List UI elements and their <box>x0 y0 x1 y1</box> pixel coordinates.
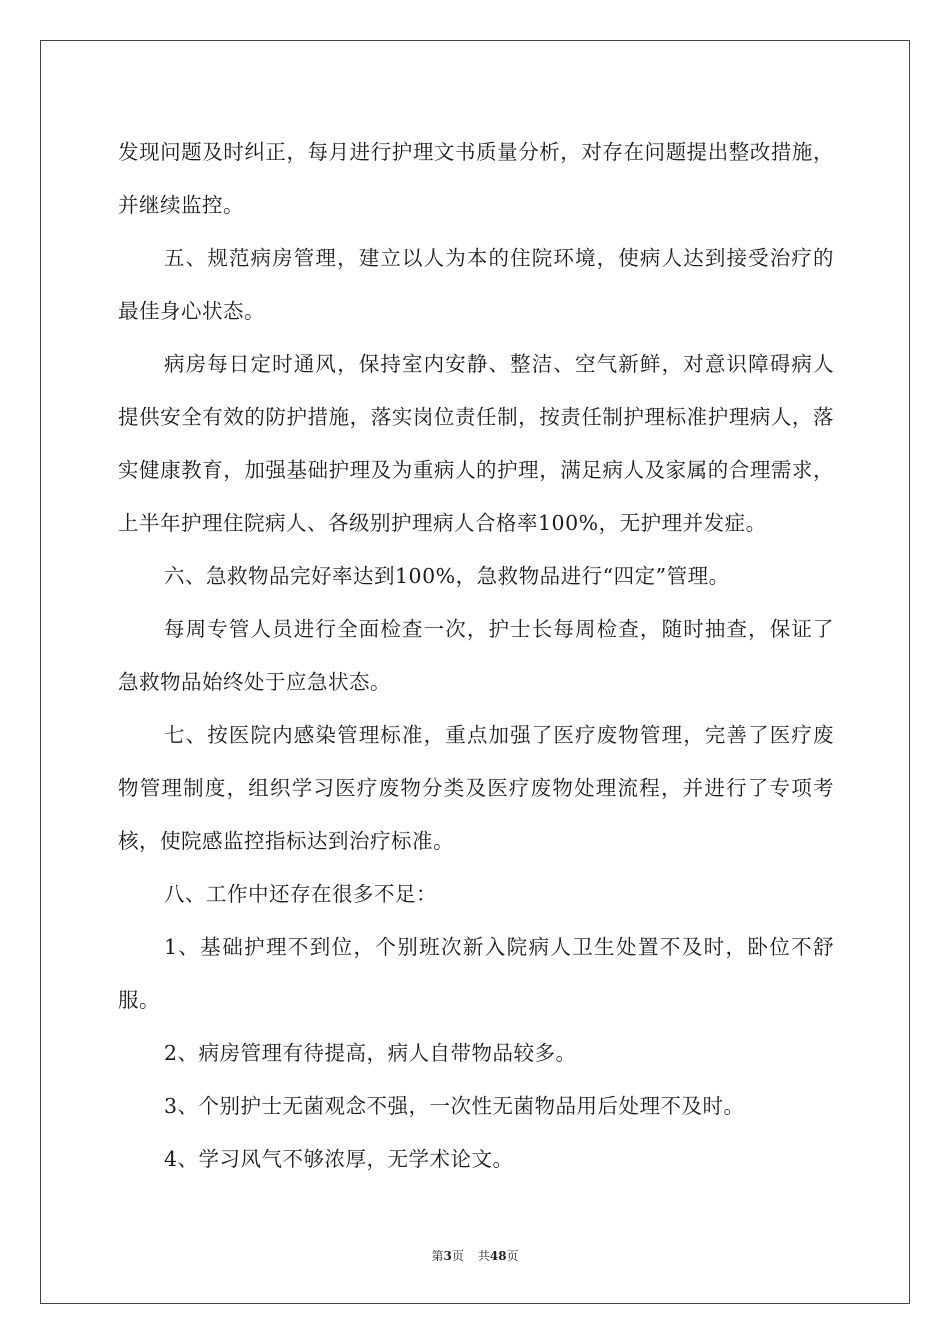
paragraph-weekly-inspection: 每周专管人员进行全面检查一次，护士长每周检查，随时抽查，保证了急救物品始终处于应急状态。 <box>118 617 834 694</box>
list-item-deficiency-1: 1、基础护理不到位，个别班次新入院病人卫生处置不及时，卧位不舒服。 <box>118 935 834 1012</box>
paragraph-section-six: 六、急救物品完好率达到100%，急救物品进行“四定”管理。 <box>164 564 730 588</box>
paragraph-section-seven: 七、按医院内感染管理标准，重点加强了医疗废物管理，完善了医疗废物管理制度，组织学习医疗废物分类及医疗废物处理流程，并进行了专项考核，使院感监控指标达到治疗标准。 <box>118 723 834 853</box>
paragraph-section-eight: 八、工作中还存在很多不足： <box>164 882 437 906</box>
page-footer <box>0 1247 950 1264</box>
footer-total-pages: 48 <box>489 1249 507 1263</box>
list-item-deficiency-2: 2、病房管理有待提高，病人自带物品较多。 <box>164 1041 577 1065</box>
paragraph-ward-management: 病房每日定时通风，保持室内安静、整洁、空气新鲜，对意识障碍病人提供安全有效的防护措施，落实岗位责任制，按责任制护理标准护理病人，落实健康教育，加强基础护理及为重病人的护理，满足病人及家属的合理需求，上半年护理住院病人、各级别护理病人合格率100%，无护理并发症。 <box>118 352 834 535</box>
footer-total-suffix: 页 <box>506 1249 519 1263</box>
paragraph-section-five: 五、规范病房管理，建立以人为本的住院环境，使病人达到接受治疗的最佳身心状态。 <box>118 246 834 323</box>
list-item-deficiency-4: 4、学习风气不够浓厚，无学术论文。 <box>164 1147 514 1171</box>
footer-page-prefix: 第 <box>431 1249 444 1263</box>
list-item-deficiency-3: 3、个别护士无菌观念不强，一次性无菌物品用后处理不及时。 <box>164 1094 745 1118</box>
document-body <box>118 126 834 1186</box>
paragraph-continuation: 发现问题及时纠正，每月进行护理文书质量分析，对存在问题提出整改措施，并继续监控。 <box>118 140 834 217</box>
footer-total-prefix: 共 <box>477 1249 490 1263</box>
footer-page-number: 3 <box>443 1249 452 1263</box>
footer-page-suffix: 页 <box>451 1249 464 1263</box>
